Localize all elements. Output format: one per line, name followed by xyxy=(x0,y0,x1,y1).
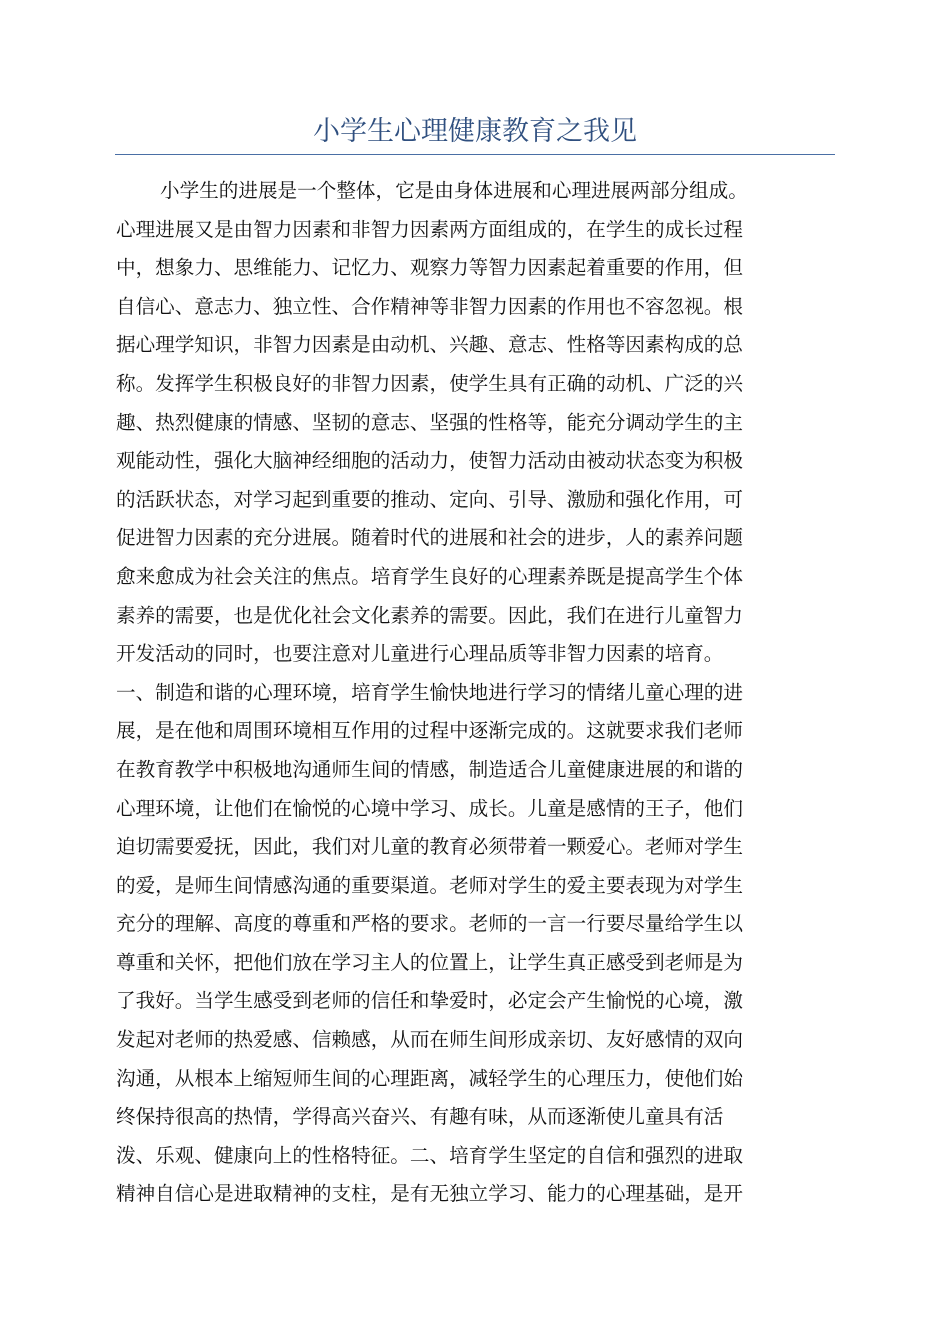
body-line: 愈来愈成为社会关注的焦点。培育学生良好的心理素养既是提高学生个体 xyxy=(116,564,743,588)
body-line: 在教育教学中积极地沟通师生间的情感，制造适合儿童健康进展的和谐的 xyxy=(116,757,743,781)
body-line: 泼、乐观、健康向上的性格特征。二、培育学生坚定的自信和强烈的进取 xyxy=(116,1143,743,1167)
body-line: 发起对老师的热爱感、信赖感，从而在师生间形成亲切、友好感情的双向 xyxy=(116,1028,743,1052)
body-line: 精神自信心是进取精神的支柱，是有无独立学习、能力的心理基础，是开 xyxy=(116,1182,743,1206)
body-line: 称。发挥学生积极良好的非智力因素，使学生具有正确的动机、广泛的兴 xyxy=(116,371,743,395)
body-line: 自信心、意志力、独立性、合作精神等非智力因素的作用也不容忽视。根 xyxy=(116,294,743,318)
body-line: 展，是在他和周围环境相互作用的过程中逐渐完成的。这就要求我们老师 xyxy=(116,719,743,743)
body-line: 终保持很高的热情，学得高兴奋兴、有趣有味，从而逐渐使儿童具有活 xyxy=(116,1105,724,1129)
body-line: 沟通，从根本上缩短师生间的心理距离，减轻学生的心理压力，使他们始 xyxy=(116,1066,743,1090)
title-underline xyxy=(115,154,835,155)
body-line: 素养的需要，也是优化社会文化素养的需要。因此，我们在进行儿童智力 xyxy=(116,603,743,627)
body-line: 中，想象力、思维能力、记忆力、观察力等智力因素起着重要的作用，但 xyxy=(116,256,743,280)
body-line: 观能动性，强化大脑神经细胞的活动力，使智力活动由被动状态变为积极 xyxy=(116,449,743,473)
body-line: 促进智力因素的充分进展。随着时代的进展和社会的进步，人的素养问题 xyxy=(116,526,743,550)
document-body xyxy=(116,172,836,1214)
body-line: 充分的理解、高度的尊重和严格的要求。老师的一言一行要尽量给学生以 xyxy=(116,912,743,936)
body-line: 了我好。当学生感受到老师的信任和挚爱时，必定会产生愉悦的心境，激 xyxy=(116,989,743,1013)
body-line: 小学生的进展是一个整体，它是由身体进展和心理进展两部分组成。 xyxy=(160,179,748,202)
document-title: 小学生心理健康教育之我见 xyxy=(313,116,637,147)
body-line: 一、制造和谐的心理环境，培育学生愉快地进行学习的情绪儿童心理的进 xyxy=(116,680,743,704)
body-line: 的活跃状态，对学习起到重要的推动、定向、引导、激励和强化作用，可 xyxy=(116,487,743,511)
body-line: 迫切需要爱抚，因此，我们对儿童的教育必须带着一颗爱心。老师对学生 xyxy=(116,835,743,859)
body-line: 趣、热烈健康的情感、坚韧的意志、坚强的性格等，能充分调动学生的主 xyxy=(116,410,743,434)
body-line: 尊重和关怀，把他们放在学习主人的位置上，让学生真正感受到老师是为 xyxy=(116,950,743,974)
body-line: 开发活动的同时，也要注意对儿童进行心理品质等非智力因素的培育。 xyxy=(116,642,724,666)
body-line: 心理环境，让他们在愉悦的心境中学习、成长。儿童是感情的王子，他们 xyxy=(116,796,743,820)
body-line: 的爱，是师生间情感沟通的重要渠道。老师对学生的爱主要表现为对学生 xyxy=(116,873,743,897)
body-line: 心理进展又是由智力因素和非智力因素两方面组成的，在学生的成长过程 xyxy=(116,217,743,241)
body-line: 据心理学知识，非智力因素是由动机、兴趣、意志、性格等因素构成的总 xyxy=(116,333,743,357)
